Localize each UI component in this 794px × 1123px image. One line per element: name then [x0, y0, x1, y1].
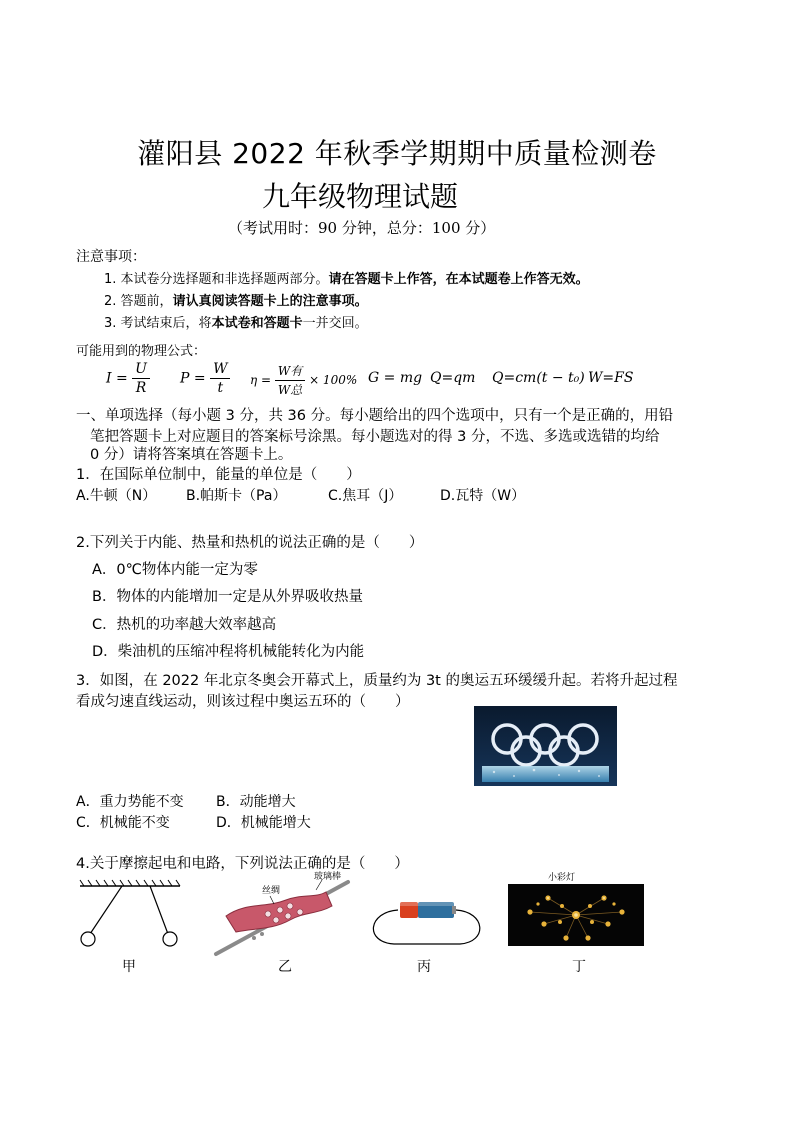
- exam-title: 灌阳县 2022 年秋季学期期中质量检测卷: [137, 137, 657, 170]
- formula-rhs: × 100%: [309, 373, 358, 387]
- question-3-option-a: A．重力势能不变: [76, 794, 184, 810]
- figure-label-silk: 丝绸: [262, 886, 281, 896]
- notes-item-bold: 请在答题卡上作答，在本试题卷上作答无效。: [328, 272, 589, 287]
- notes-item-text: 答题前，: [120, 294, 173, 309]
- question-3-stem-line2: 看成匀速直线运动，则该过程中奥运五环的（ ）: [76, 694, 410, 710]
- notes-item-text: 本试卷分选择题和非选择题两部分。: [120, 272, 329, 287]
- notes-item-2: [104, 290, 368, 309]
- formula-denominator: W总: [277, 383, 303, 397]
- formula-fraction: [210, 360, 230, 397]
- question-3-option-b: B．动能增大: [216, 794, 296, 810]
- notes-item-text: 考试结束后，将: [120, 316, 212, 331]
- formula-denominator: R: [135, 380, 147, 396]
- question-2-option-a: A．0℃物体内能一定为零: [92, 562, 258, 578]
- notes-item-bold: 请认真阅读答题卡上的注意事项。: [172, 294, 368, 309]
- formula-fraction: [275, 362, 305, 399]
- question-2-stem: 2.下列关于内能、热量和热机的说法正确的是（ ）: [76, 535, 424, 551]
- question-2-option-b: B．物体的内能增加一定是从外界吸收热量: [92, 589, 363, 605]
- formula-lhs: P =: [180, 370, 206, 387]
- formula-denominator: t: [217, 380, 224, 396]
- formula-specific-heat: Q=cm(t − t₀): [492, 370, 585, 386]
- question-1-option-c: C.焦耳（J）: [328, 488, 403, 504]
- question-3-stem-line1: 3．如图，在 2022 年北京冬奥会开幕式上，质量约为 3t 的奥运五环缓缓升起。若将升起过程: [76, 673, 678, 689]
- section-1-instructions-line3: 0 分）请将答案填在答题卡上。: [90, 447, 293, 463]
- formula-gravity: G = mg: [368, 370, 423, 386]
- notes-heading: 注意事项：: [76, 249, 146, 265]
- formulas-heading: 可能用到的物理公式：: [76, 344, 207, 359]
- formula-power: [180, 360, 230, 397]
- notes-item-tail: 一并交回。: [302, 316, 368, 331]
- formula-lhs: η =: [250, 373, 272, 387]
- exam-info: （考试用时：90 分钟，总分：100 分）: [228, 219, 496, 237]
- figure-label-jia: 甲: [122, 959, 136, 975]
- notes-item-1: [104, 268, 589, 287]
- figure-yi-glass-rod: [206, 872, 356, 962]
- notes-item-number: 3.: [104, 316, 117, 331]
- question-1-stem: 1．在国际单位制中，能量的单位是（ ）: [76, 467, 361, 483]
- question-2-option-c: C．热机的功率越大效率越高: [92, 617, 277, 633]
- formula-numerator: W: [210, 360, 230, 379]
- question-1-option-d: D.瓦特（W）: [440, 488, 526, 504]
- olympic-rings-image: [474, 706, 617, 786]
- formula-work: W=FS: [588, 370, 634, 386]
- notes-item-3: [104, 312, 368, 331]
- formula-fuel-heat: Q=qm: [430, 370, 476, 386]
- notes-item-bold: 本试卷和答题卡: [211, 316, 303, 331]
- section-1-instructions-line2: 笔把答题卡上对应题目的答案标号涂黑。每小题选对的得 3 分，不选、多选或选错的均给: [90, 429, 660, 445]
- formula-lhs: I =: [106, 370, 128, 387]
- notes-item-number: 1.: [104, 272, 117, 287]
- question-1-option-b: B.帕斯卡（Pa）: [186, 488, 287, 504]
- question-2-option-d: D．柴油机的压缩冲程将机械能转化为内能: [92, 644, 365, 660]
- formula-fraction: [132, 360, 150, 397]
- formula-ohm: [106, 360, 150, 397]
- formula-numerator: U: [132, 360, 150, 379]
- figure-label-bing: 丙: [417, 959, 431, 975]
- figure-label-ding: 丁: [572, 959, 586, 975]
- section-1-instructions-line1: 一、单项选择（每小题 3 分，共 36 分。每小题给出的四个选项中，只有一个是正确的，用铅: [76, 408, 674, 424]
- question-1-option-a: A.牛顿（N）: [76, 488, 157, 504]
- figure-ding-string-lights: [508, 884, 644, 946]
- figure-label-lights: 小彩灯: [548, 873, 576, 883]
- notes-item-number: 2.: [104, 294, 117, 309]
- figure-label-glass-rod: 玻璃棒: [314, 872, 342, 882]
- figure-label-yi: 乙: [278, 959, 292, 975]
- formula-efficiency: [250, 362, 357, 399]
- figure-bing-battery-circuit: [364, 890, 490, 950]
- formula-numerator: W有: [275, 362, 305, 381]
- question-4-stem: 4.关于摩擦起电和电路，下列说法正确的是（ ）: [76, 856, 409, 872]
- question-3-option-d: D．机械能增大: [216, 815, 311, 831]
- question-3-option-c: C．机械能不变: [76, 815, 170, 831]
- figure-jia-pith-balls: [74, 878, 186, 950]
- exam-subtitle: 九年级物理试题: [261, 180, 458, 213]
